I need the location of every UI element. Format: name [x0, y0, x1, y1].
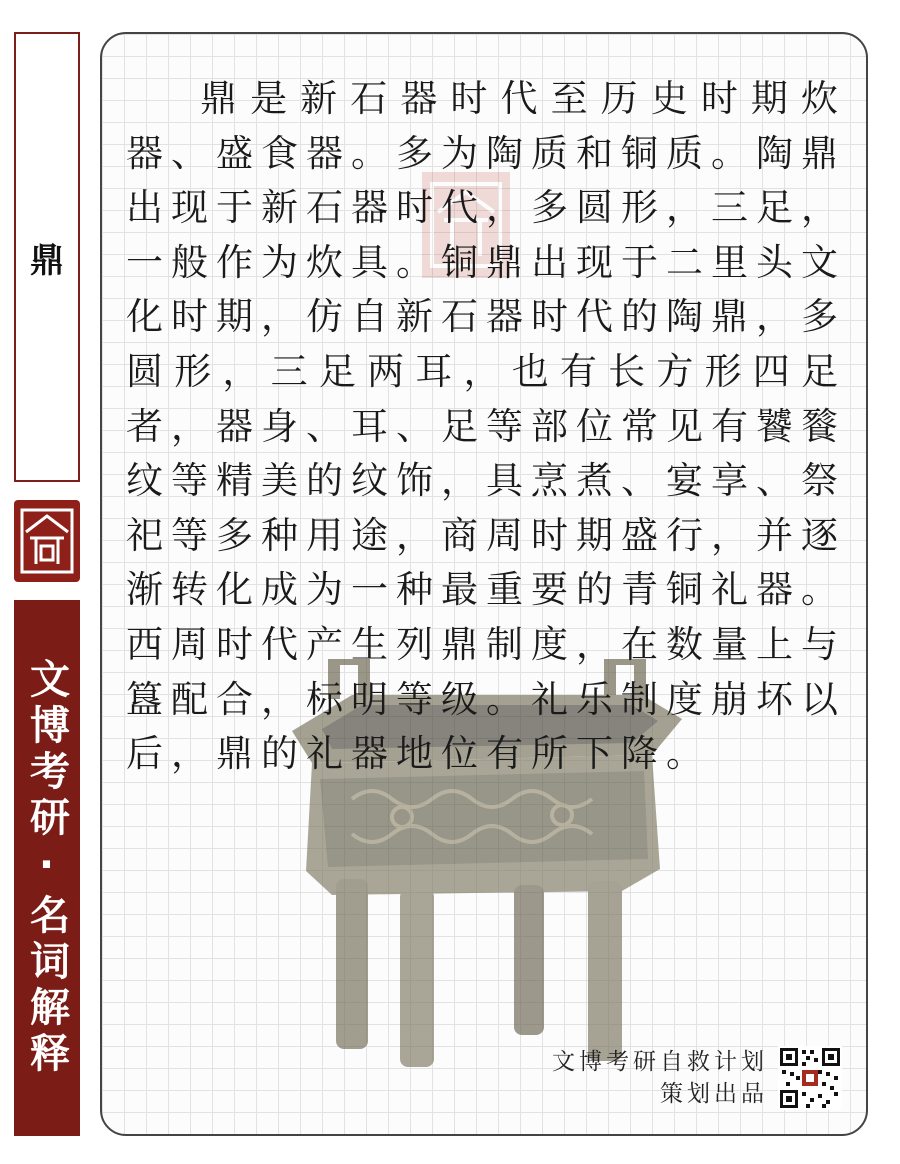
- definition-paragraph: 鼎是新石器时代至历史时期炊器、盛食器。多为陶质和铜质。陶鼎出现于新石器时代，多圆形，三足，一般作为炊具。铜鼎出现于二里头文化时期，仿自新石器时代的陶鼎，多圆形，三足两耳，也有长方形四足者，器身、耳、足等部位常见有饕餮纹等精美的纹饰，具烹煮、宴享、祭祀等多种用途，商周时期盛行，并逐渐转化成为一种最重要的青铜礼器。西周时代产生列鼎制度，在数量上与簋配合，标明等级。礼乐制度崩坏以后，鼎的礼器地位有所下降。: [126, 77, 846, 776]
- footer-credit: [552, 1046, 842, 1110]
- qr-code-icon[interactable]: [778, 1046, 842, 1110]
- term-title: 鼎: [30, 240, 64, 281]
- footer-line-1: 文博考研自救计划: [552, 1049, 768, 1075]
- museum-seal-icon: [14, 500, 80, 582]
- footer-line-2: 策划出品: [660, 1081, 768, 1107]
- series-title: 文博考研·名词解释: [23, 658, 70, 1078]
- content-card: [100, 32, 868, 1136]
- footer-text: [552, 1046, 768, 1110]
- term-title-box: [14, 32, 80, 482]
- series-banner: [14, 600, 80, 1136]
